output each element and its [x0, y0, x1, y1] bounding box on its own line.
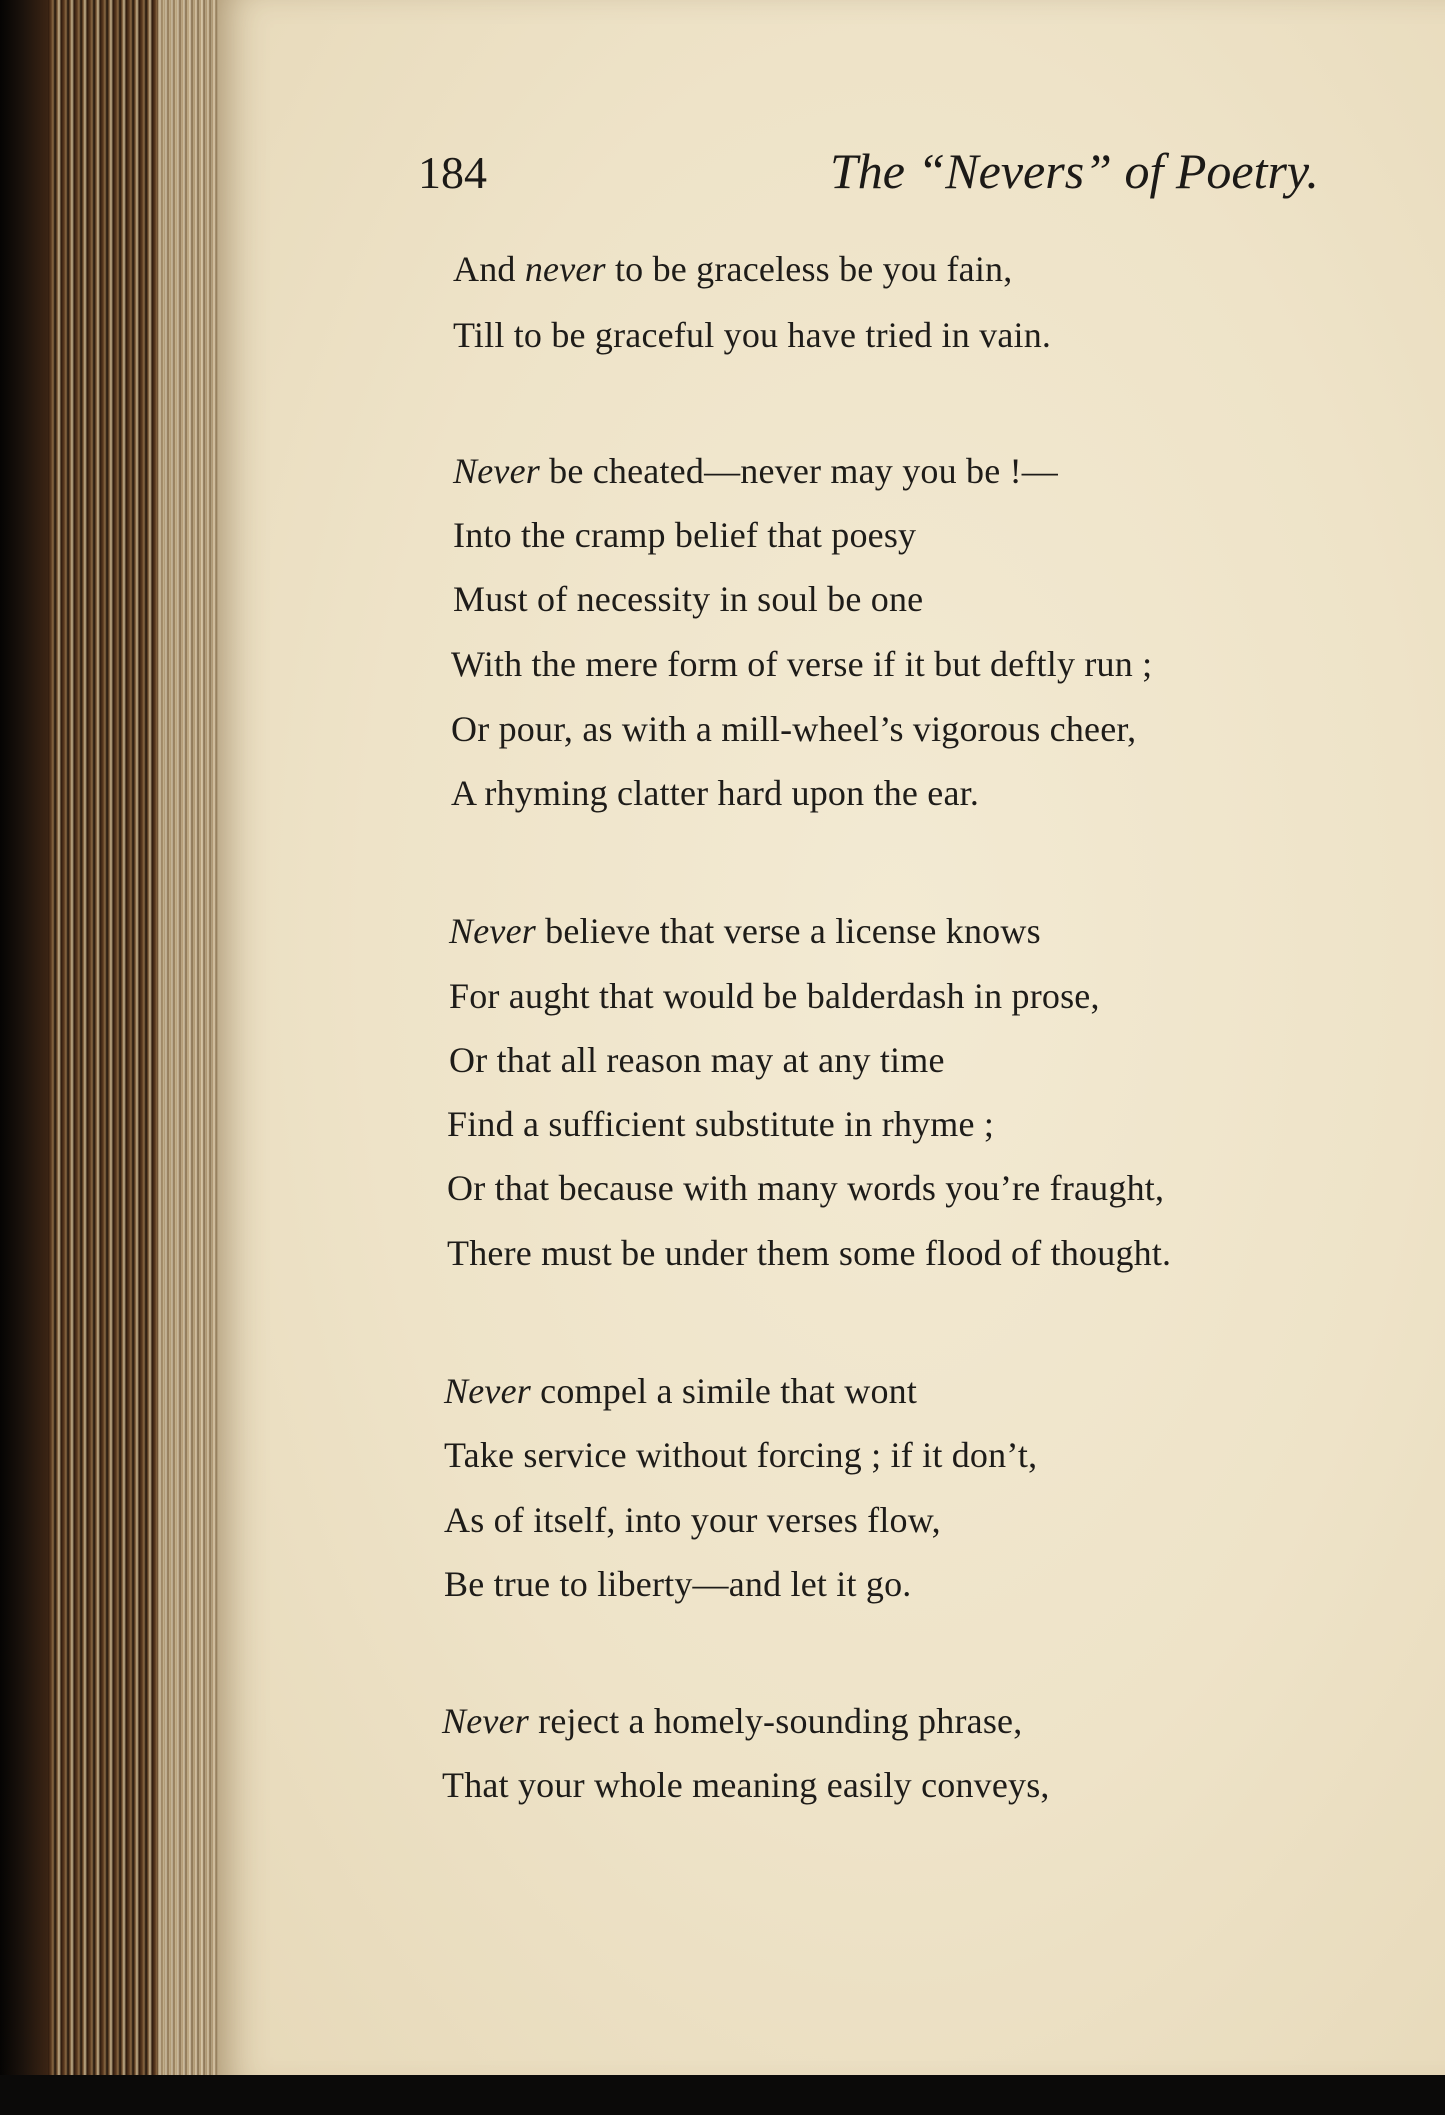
poem-line: Or that all reason may at any time [449, 1040, 945, 1080]
poem-line: That your whole meaning easily conveys, [442, 1765, 1050, 1805]
poem-line: Till to be graceful you have tried in vain. [453, 315, 1052, 355]
page-edges [48, 0, 218, 2085]
poem-line: And never to be graceless be you fain, [453, 249, 1013, 289]
poem-line: Be true to liberty—and let it go. [444, 1564, 912, 1604]
poem-line: Never compel a simile that wont [444, 1371, 918, 1411]
book-spine [0, 0, 48, 2085]
poem-line: Take service without forcing ; if it don’t, [444, 1435, 1038, 1475]
bottom-edge [0, 2075, 1445, 2115]
poem-line: Must of necessity in soul be one [453, 579, 924, 619]
poem-line: Never believe that verse a license knows [449, 911, 1041, 951]
poem-line: Or that because with many words you’re fraught, [447, 1168, 1165, 1208]
page-number: 184 [418, 147, 487, 198]
poem-line: Never reject a homely-sounding phrase, [442, 1701, 1023, 1741]
poem-line: Never be cheated—never may you be !— [453, 451, 1058, 491]
poem-line: Find a sufficient substitute in rhyme ; [447, 1104, 995, 1144]
poem-line: For aught that would be balderdash in prose, [449, 976, 1100, 1016]
poem-line: With the mere form of verse if it but deftly run ; [451, 644, 1153, 684]
poem-line: Or pour, as with a mill-wheel’s vigorous cheer, [451, 709, 1137, 749]
book-page [218, 0, 1445, 2085]
poem-line: As of itself, into your verses flow, [444, 1500, 941, 1540]
running-head: The “Nevers” of Poetry. [830, 143, 1319, 199]
poem-line: Into the cramp belief that poesy [453, 515, 917, 555]
poem-line: There must be under them some flood of thought. [447, 1233, 1172, 1273]
poem-line: A rhyming clatter hard upon the ear. [451, 773, 980, 813]
